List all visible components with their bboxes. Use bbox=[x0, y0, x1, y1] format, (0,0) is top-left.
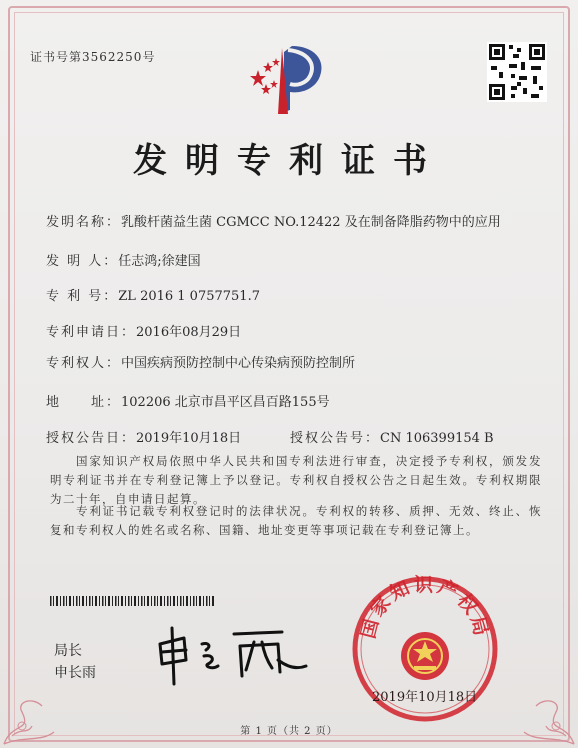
field-value: 2016年08月29日 bbox=[136, 325, 242, 340]
field-patentee bbox=[46, 352, 355, 371]
signatory-title: 局长 bbox=[54, 643, 82, 659]
field-label: 专 利 号： bbox=[46, 289, 119, 304]
field-label: 专利申请日： bbox=[46, 325, 137, 340]
field-address bbox=[46, 391, 330, 410]
page-footer: 第 1 页（共 2 页） bbox=[240, 726, 338, 737]
field-value: 2019年10月18日 bbox=[136, 431, 242, 446]
field-label: 发明名称： bbox=[46, 215, 122, 230]
field-value: 102206 北京市昌平区昌百路155号 bbox=[121, 395, 330, 410]
field-inventor bbox=[46, 250, 201, 269]
document-title: 发明专利证书 bbox=[133, 141, 445, 181]
field-announcement-number bbox=[290, 427, 494, 446]
handwritten-signature-icon bbox=[150, 620, 310, 688]
svg-text:国家知识产权局: 国家知识产权局 bbox=[357, 574, 493, 641]
signatory-name: 申长雨 bbox=[54, 665, 96, 681]
field-invention-name bbox=[46, 211, 501, 230]
field-label: 授权公告日： bbox=[46, 431, 137, 446]
field-value: 乳酸杆菌益生菌 CGMCC NO.12422 及在制备降脂药物中的应用 bbox=[121, 215, 501, 230]
field-value: 中国疾病预防控制中心传染病预防控制所 bbox=[121, 356, 356, 371]
qr-code-icon bbox=[487, 42, 547, 102]
field-value: ZL 2016 1 0757751.7 bbox=[118, 289, 260, 304]
cnipa-logo-icon bbox=[244, 40, 330, 116]
certificate-number: 证书号第3562250号 bbox=[30, 50, 156, 64]
field-label: 授权公告号： bbox=[290, 431, 381, 446]
seal-date: 2019年10月18日 bbox=[372, 690, 478, 705]
field-announcement-date bbox=[46, 427, 241, 446]
body-paragraph: 专利证书记载专利权登记时的法律状况。专利权的转移、质押、无效、终止、恢复和专利权人的姓名或名称、国籍、地址变更等事项记载在专利登记簿上。 bbox=[50, 504, 542, 537]
field-label: 发 明 人： bbox=[46, 254, 119, 269]
field-patent-number bbox=[46, 285, 260, 304]
field-value: 任志鸿;徐建国 bbox=[118, 254, 201, 269]
field-value: CN 106399154 B bbox=[380, 431, 494, 446]
field-filing-date bbox=[46, 321, 241, 340]
field-label: 地 址： bbox=[46, 395, 122, 410]
body-paragraph: 国家知识产权局依照中华人民共和国专利法进行审查，决定授予专利权，颁发发明专利证书并在专利登记簿上予以登记。专利权自授权公告之日起生效。专利权期限为二十年，自申请日起算。 bbox=[50, 454, 542, 506]
field-label: 专利权人： bbox=[46, 356, 122, 371]
barcode-icon bbox=[50, 596, 215, 606]
